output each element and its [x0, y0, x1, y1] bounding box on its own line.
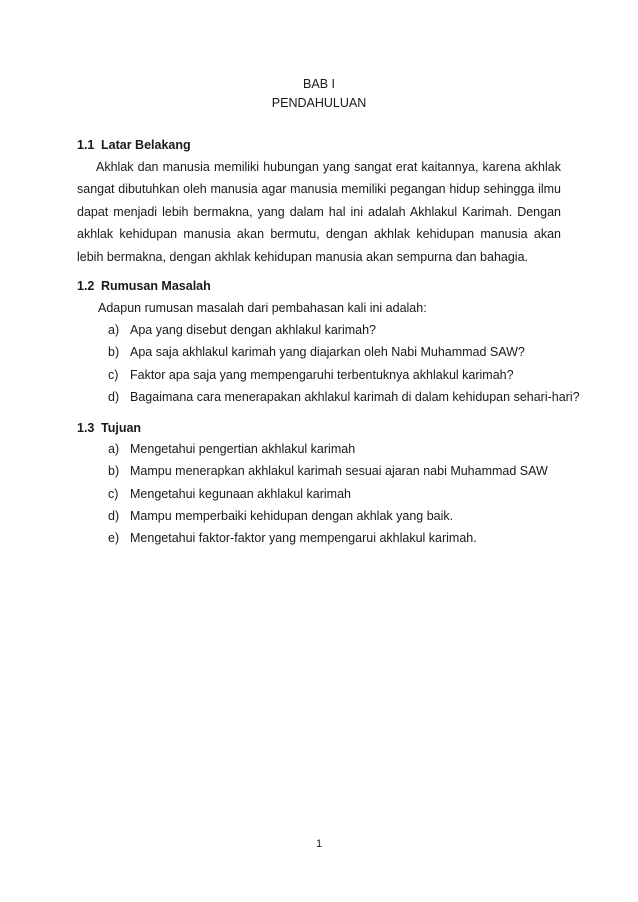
- list-rumusan-masalah: [108, 322, 580, 411]
- list-marker: a): [108, 323, 120, 337]
- section-title: Latar Belakang: [101, 138, 191, 152]
- chapter-number: BAB I: [303, 77, 335, 91]
- list-item: [108, 389, 580, 411]
- section-title: Tujuan: [101, 421, 142, 435]
- section-paragraph-latar-belakang: Akhlak dan manusia memiliki hubungan yang sangat erat kaitannya, karena akhlak sangat dibutuhkan oleh manusia agar manusia memiliki pegangan hidup sehingga ilmu dapat menjadi lebih bermakna, yang dalam hal ini adalah Akhlakul Karimah. Dengan akhlak kehidupan manusia akan bermutu, dengan akhlak kehidupan manusia akan lebih bermakna, dengan akhlak kehidupan manusia akan sempurna dan bahagia.: [77, 160, 561, 264]
- list-item-text: Mampu menerapkan akhlakul karimah sesuai ajaran nabi Muhammad SAW: [130, 464, 548, 479]
- list-item: [108, 344, 580, 366]
- list-marker: e): [108, 531, 120, 546]
- section-heading-latar-belakang: [77, 137, 191, 153]
- list-marker: a): [108, 442, 120, 456]
- section-number: 1.1: [77, 138, 95, 152]
- section-title: Rumusan Masalah: [101, 279, 211, 293]
- list-item: [108, 530, 548, 552]
- section-intro-rumusan-masalah: Adapun rumusan masalah dari pembahasan kali ini adalah:: [98, 301, 427, 315]
- list-item: [108, 322, 580, 344]
- section-number: 1.3: [77, 421, 95, 435]
- list-marker: d): [108, 389, 120, 404]
- list-item: [108, 441, 548, 463]
- list-item-text: Mengetahui pengertian akhlakul karimah: [130, 442, 356, 456]
- list-item-text: Mengetahui kegunaan akhlakul karimah: [130, 486, 351, 501]
- list-item-text: Faktor apa saja yang mempengaruhi terbentuknya akhlakul karimah?: [130, 367, 514, 382]
- list-marker: c): [108, 367, 119, 382]
- list-marker: b): [108, 464, 120, 479]
- list-item-text: Bagaimana cara menerapakan akhlakul karimah di dalam kehidupan sehari-hari?: [130, 389, 580, 404]
- list-item-text: Mampu memperbaiki kehidupan dengan akhlak yang baik.: [130, 508, 454, 523]
- list-marker: d): [108, 508, 120, 523]
- list-item-text: Mengetahui faktor-faktor yang mempengarui akhlakul karimah.: [130, 531, 477, 546]
- list-item-text: Apa yang disebut dengan akhlakul karimah?: [130, 323, 377, 337]
- page-number: 1: [315, 838, 323, 850]
- list-item: [108, 463, 548, 485]
- list-item: [108, 367, 580, 389]
- list-item: [108, 508, 548, 530]
- section-heading-rumusan-masalah: [77, 278, 211, 294]
- list-item: [108, 486, 548, 508]
- list-marker: b): [108, 345, 120, 360]
- chapter-title: PENDAHULUAN: [271, 96, 367, 110]
- list-item-text: Apa saja akhlakul karimah yang diajarkan oleh Nabi Muhammad SAW?: [130, 345, 525, 360]
- list-tujuan: [108, 441, 548, 552]
- section-heading-tujuan: [77, 420, 141, 436]
- list-marker: c): [108, 486, 119, 501]
- section-number: 1.2: [77, 279, 95, 293]
